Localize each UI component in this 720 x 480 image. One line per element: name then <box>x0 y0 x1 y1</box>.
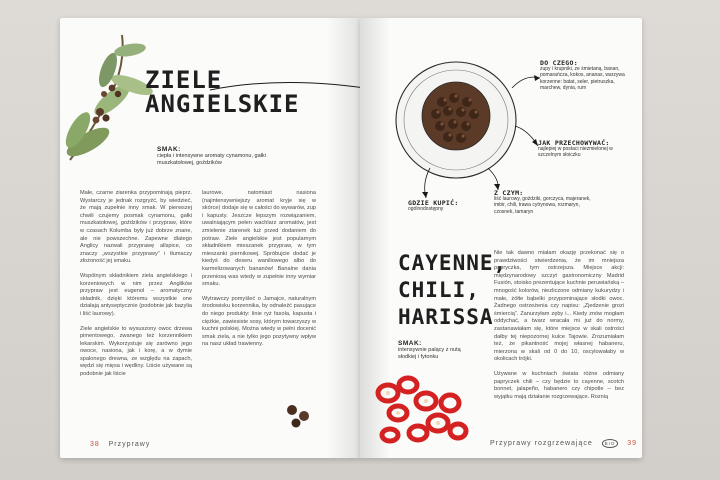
bio-badge: BIO <box>602 439 619 448</box>
flavor-label: SMAK: <box>157 146 181 153</box>
flavor-text: intensywnie palący z nutą słodkiej i fytonku <box>398 347 461 360</box>
annotation-text: liść laurowy, goździki, gorczyca, majeranek, imbir, chili, trawa cytrynowa, rozmaryn, czosnek, tamaryn <box>494 196 591 215</box>
annotation-do-czego <box>540 60 635 91</box>
annotation-jak-przechowywac <box>538 140 633 159</box>
title-line: CHILI, <box>398 278 480 302</box>
flavor-text: ciepła i intensywne aromaty cynamonu, gałki muszkatołowej, goździków <box>157 153 266 166</box>
annotation-text: zupy i krupniki, ze śmietaną, banan, pomarańcza, kokos, ananas, warzywa korzenne: batat, seler, pietruszka, marchew, dynia, rum <box>540 66 625 91</box>
paragraph: Wspólnym składnikiem ziela angielskiego i korzeniowych w nim przez Anglików przypraw jest eugenol – aromatyczny składnik, dzięki któremu wszystkie one działają antyseptycznie (podobnie jak bazylia i liść laurowy). <box>80 272 192 317</box>
annotation-text: najlepiej w postaci niezmielonej w szczelnym słoiczku <box>538 146 613 159</box>
chili-rings-illustration <box>368 373 478 458</box>
flavor-note-left <box>157 146 277 167</box>
paragraph: Wytrawczy pomyśleć o Jamajce, naturalnym środowisku korzennika, by odnaleźć pasujące do niego produkty: linie ryż fasola, kapusta i ciężkie, zawiesiste sosy, którym towarzyszy w kuchni polskiej. Można wtedy w pełni docenić smak ziela, a nie tylko jego pozytywny wpływ na nasz układ trawienny. <box>202 295 316 348</box>
annotation-label: DO CZEGO: <box>540 59 578 67</box>
right-page <box>360 18 642 458</box>
running-head: Przyprawy <box>108 441 151 448</box>
section-title-right <box>398 250 507 331</box>
page-number: 38 <box>90 441 100 448</box>
annotation-z-czym <box>494 190 594 215</box>
annotation-gdzie-kupic <box>408 200 468 212</box>
annotation-arrows <box>360 18 642 218</box>
title-line: HARISSA <box>398 305 494 329</box>
text-column-right <box>494 250 624 408</box>
paragraph: Ziele angielskie to wysuszony owoc drzewa pimentowego, zwanego też korzennikiem lekarskim. Wykorzystuje się zarówno jego owoce, nasiona, jak i korę, a w dymie spalonego drewna, ze względu na zapach, wędzi się mięsa i wędliny. Liście używane są podobnie jak liście <box>80 325 192 378</box>
folio-left <box>90 441 150 448</box>
annotation-label: GDZIE KUPIĆ: <box>408 199 459 207</box>
title-line: ZIELE <box>145 66 223 94</box>
paragraph: Nie tak dawno miałam okazję przekonać się o prawdziwości stwierdzenia, że im mniejsza papryczka, tym ostrzejsza. Miejsce akcji: międzynarodowy szczyt gastronomiczny Madrid Fusión, stoisko prezentujące kuchnie peruwiańską – mnogość kolorów, niezliczone odmiany kukurydzy i małe, żółte bąbelki przypominające słodki owoc. Żadnego ostrzeżenia czy napisu: „Zjedzenie grozi śmiercią”. Zanurzyłam zęby i... Kiedy znów mogłam oddychać, a twarz wracała mi już do normy, zastanawiałam się, które miejsce w skali ostrości dałby tej niepozornej kulce Tajowie. Zrozumiałam też, że pikantność mojej własnej habaneru, mierzona w skali od 0 do 10, oscylowałaby w okolicach trójki. <box>494 250 624 363</box>
flavor-note-right <box>398 340 478 361</box>
title-line: CAYENNE, <box>398 251 508 275</box>
paragraph: Używane w kuchniach świata różne odmiany papryczek chili – czy będzie to cayenne, scotch bonnet, jalapeño, habanero czy chipotle – bez wyjątku mają działanie rozgrzewające. Roznią <box>494 370 624 400</box>
flavor-label: SMAK: <box>398 340 422 347</box>
page-number: 39 <box>627 440 637 447</box>
allspice-berries-illustration <box>282 400 322 430</box>
annotation-text: ogólnodostępny <box>408 206 444 213</box>
running-head: Przyprawy rozgrzewające <box>490 440 593 447</box>
text-column-1 <box>80 190 192 386</box>
paragraph: Małe, czarne ziarenka przypominają pieprz. Wystarczy je jednak rozgryźć, by wiedzieć, że mają zupełnie inny smak. W pierwszej chwili czujemy posmak cynamonu, gałki muszkatołowej, goździków i przypraw, które w czasach Kolumba były już dobrze znane, ale nie powszechne. Zapewne dlatego Anglicy nazwali przyprawę allspice, co znaczy „wszystkie przyprawy” i tłumaczy złożoność jej smaku. <box>80 190 192 265</box>
paragraph: laurowe, natomiast nasiona (najintensywniejszy aromat kryje się w skórce) dodaje się w całości do wywarów, zup i kapusty. Jeszcze lepszym rozwiązaniem, uwalniającym pełen wachlarz aromatów, jest zmielenie ziarenek tuż przed dodaniem do potraw. Ziele angielskie jest popularnym składnikiem mieszanek przypraw, w tym mieszanki piernikowej. Spróbujcie dodać je kiedyś do deseru waniliowego albo do karmelizowanych bananów! Banalne dania przeniosą was wtedy w zupełnie inny wymiar smaku. <box>202 190 316 288</box>
annotation-label: Z CZYM: <box>494 189 524 197</box>
text-column-2 <box>202 190 316 356</box>
annotation-label: JAK PRZECHOWYWAĆ: <box>538 139 610 147</box>
folio-right <box>490 439 637 448</box>
title-line: ANGIELSKIE <box>145 90 300 118</box>
